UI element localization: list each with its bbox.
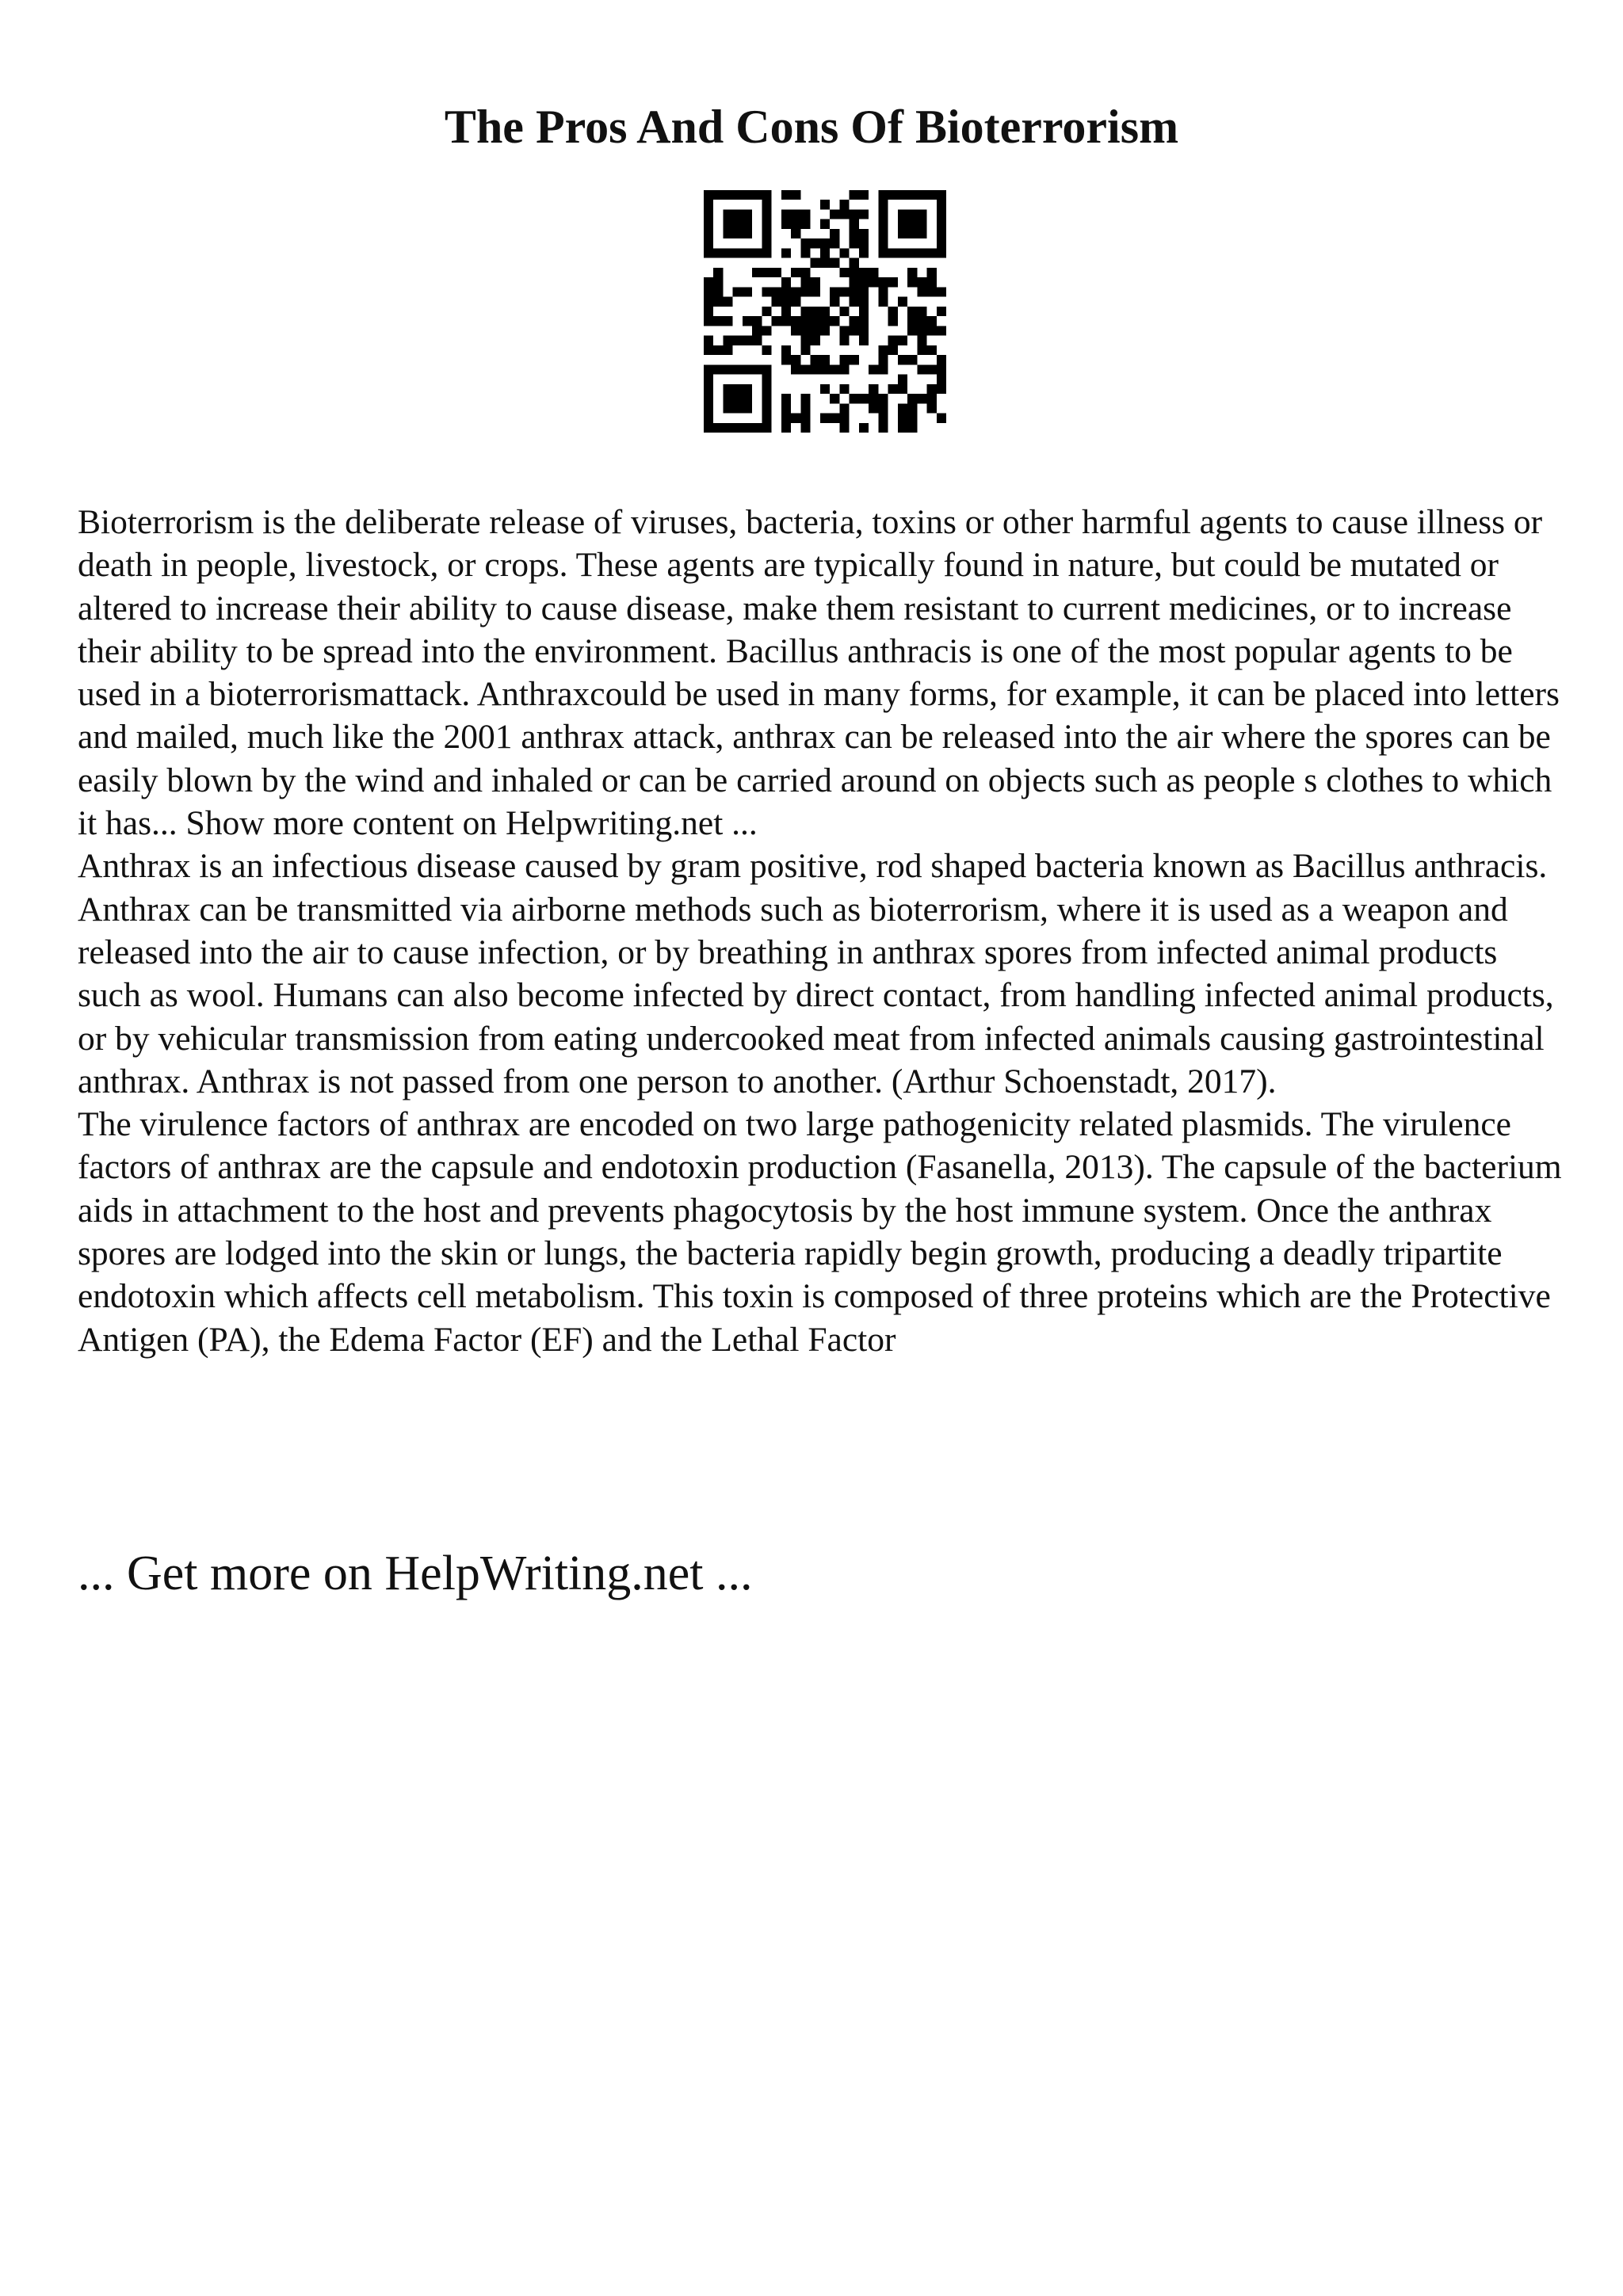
page-title: The Pros And Cons Of Bioterrorism [444,101,1179,153]
paragraph-1: Bioterrorism is the deliberate release of viruses, bacteria, toxins or other harmful agents to cause illness or death in people, livestock, or crops. These agents are typically found in nature, but could be mutated or altered to increase their ability to cause disease, make them resistant to current medicines, or to increase their ability to be spread into the environment. Bacillus anthracis is one of the most popular agents to be used in a bioterrorismattack. Anthraxcould be used in many forms, for example, it can be placed into letters and mailed, much like the 2001 anthrax attack, anthrax can be released into the air where the spores can be easily blown by the wind and inhaled or can be carried around on objects such as people s clothes to which it has... Show more content on Helpwriting.net ... [78,503,1560,843]
qr-code-icon [704,190,946,433]
article-body [78,501,1568,1361]
paragraph-3: The virulence factors of anthrax are encoded on two large pathogenicity related plasmids. The virulence factors of anthrax are the capsule and endotoxin production (Fasanella, 2013). The capsule of the bacterium aids in attachment to the host and prevents phagocytosis by the host immune system. Once the anthrax spores are lodged into the skin or lungs, the bacteria rapidly begin growth, producing a deadly tripartite endotoxin which affects cell metabolism. This toxin is composed of three proteins which are the Protective Antigen (PA), the Edema Factor (EF) and the Lethal Factor [78,1105,1562,1359]
get-more-link[interactable]: ... Get more on HelpWriting.net ... [78,1547,753,1600]
paragraph-2: Anthrax is an infectious disease caused by gram positive, rod shaped bacteria known as Bacillus anthracis. Anthrax can be transmitted via airborne methods such as bioterrorism, where it is used as a weapon and released into the air to cause infection, or by breathing in anthrax spores from infected animal products such as wool. Humans can also become infected by direct contact, from handling infected animal products, or by vehicular transmission from eating undercooked meat from infected animals causing gastrointestinal anthrax. Anthrax is not passed from one person to another. (Arthur Schoenstadt, 2017). [78,847,1554,1100]
